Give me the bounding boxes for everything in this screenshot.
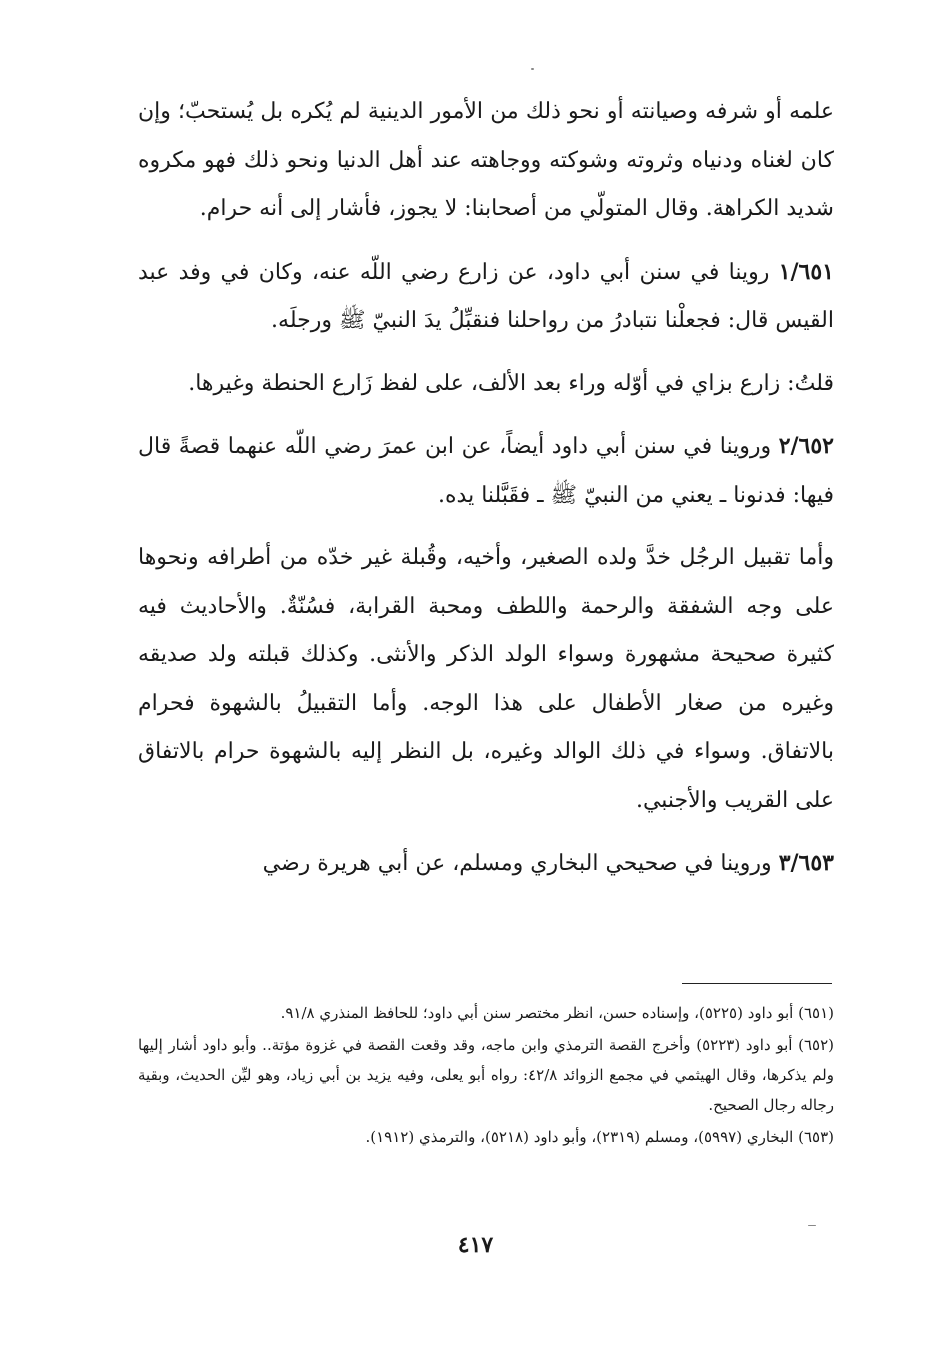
- hadith-text: وروينا في صحيحي البخاري ومسلم، عن أبي هريرة رضي: [262, 851, 772, 876]
- hadith-652: [138, 422, 834, 520]
- footnotes: [138, 998, 834, 1154]
- footnote-divider: [682, 983, 832, 984]
- footnote-651: (٦٥١) أبو داود (٥٢٢٥)، وإسناده حسن، انظر مختصر سنن أبي داود؛ للحافظ المنذري ٩١/٨.: [280, 1004, 834, 1022]
- page-number: ٤١٧: [457, 1232, 494, 1258]
- paragraph: وأما تقبيل الرجُل خدَّ ولده الصغير، وأخيه، وقُبلة غير خدّه من أطرافه ونحوها على وجه الشفقة والرحمة واللطف ومحبة القرابة، فسُنّةٌ. والأحاديث فيه كثيرة صحيحة مشهورة وسواء الولد الذكر والأنثى. وكذلك قبلته ولد صديقه وغيره من صغار الأطفال على هذا الوجه. وأما التقبيلُ بالشهوة فحرام بالاتفاق. وسواء في ذلك الوالد وغيره، بل النظر إليه بالشهوة حرام بالاتفاق على القريب والأجنبي.: [138, 545, 834, 813]
- hadith-number: ٢/٦٥٢: [778, 433, 834, 459]
- hadith-651: [138, 248, 834, 346]
- hadith-number: ١/٦٥١: [778, 258, 834, 285]
- hadith-text: روينا في سنن أبي داود، عن زارع رضي اللّه عنه، وكان في وفد عبد القيس قال: فجعلْنا نتبادرُ من رواحلنا فنقبِّلُ يدَ النبيّ ﷺ ورجلَه.: [138, 259, 834, 333]
- hadith-number: ٣/٦٥٣: [778, 850, 834, 876]
- footnote-652: (٦٥٢) أبو داود (٥٢٢٣) وأخرج القصة الترمذي وابن ماجه، وقد وقعت القصة في غزوة مؤتة.. وأبو داود أشار إليها ولم يذكرها، وقال الهيثمي في مجمع الزوائد ٤٢/٨: رواه أبو يعلى، وفيه يزيد بن أبي زياد، وهو ليِّن الحديث، وبقية رجاله رجال الصحيح.: [138, 1036, 835, 1114]
- hadith-653: [138, 839, 834, 889]
- hadith-text: وروينا في سنن أبي داود أيضاً، عن ابن عمرَ رضي اللّه عنهما قصةً قال فيها: فدنونا ـ يعني من النبيّ ﷺ ـ فقَبَّلنا يده.: [138, 434, 834, 508]
- footnote-653: (٦٥٣) البخاري (٥٩٩٧)، ومسلم (٢٣١٩)، وأبو داود (٥٢١٨)، والترمذي (١٩١٢).: [365, 1128, 834, 1146]
- paragraph: قلتُ: زارع بزاي في أوّله وراء بعد الألف، على لفظ زَارع الحنطة وغيرها.: [188, 370, 834, 396]
- paragraph: علمه أو شرفه وصيانته أو نحو ذلك من الأمور الدينية لم يُكره بل يُستحبّ؛ وإن كان لغناه ودنياه وثروته وشوكته ووجاهته عند أهل الدنيا ونحو ذلك فهو مكروه شديد الكراهة. وقال المتولّي من أصحابنا: لا يجوز، فأشار إلى أنه حرام.: [138, 99, 834, 221]
- main-text: [138, 88, 834, 903]
- scan-speck: [531, 68, 534, 70]
- scan-speck: [808, 1225, 816, 1226]
